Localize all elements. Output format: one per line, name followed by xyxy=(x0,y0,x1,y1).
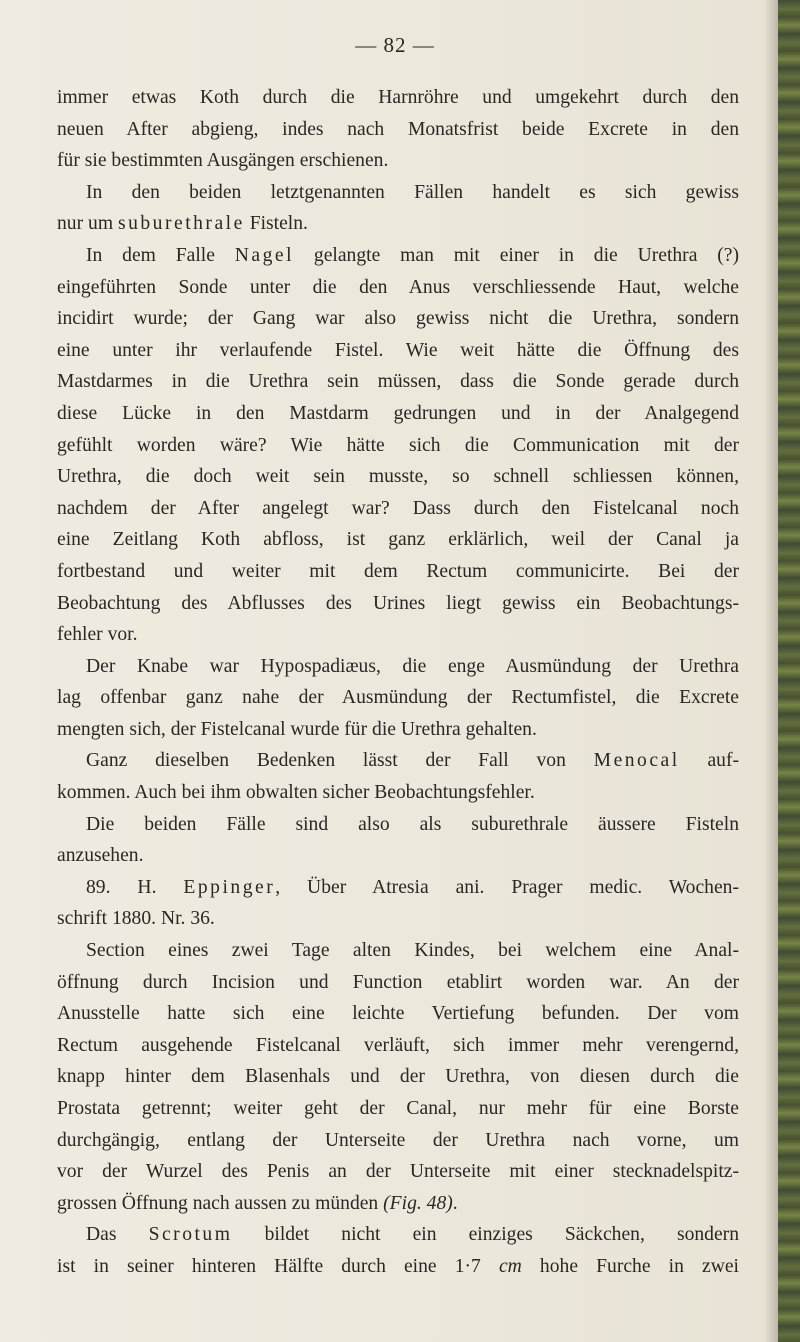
text-segment: Fisteln. xyxy=(244,213,308,235)
text-segment: anzusehen. xyxy=(57,845,144,867)
italic-text: (Fig. 48) xyxy=(383,1192,453,1214)
text-line xyxy=(57,208,739,240)
text-segment: durchgängig, entlang der Unterseite der Urethra nach vorne, um xyxy=(57,1129,739,1151)
text-line xyxy=(57,682,739,714)
text-line xyxy=(57,619,739,651)
text-line xyxy=(57,651,739,683)
text-segment: In den beiden letztgenannten Fällen handelt es sich gewiss xyxy=(86,181,739,203)
text-segment: Die beiden Fälle sind also als suburethrale äussere Fisteln xyxy=(86,813,739,835)
text-segment: fehler vor. xyxy=(57,624,138,646)
text-segment: Urethra, die doch weit sein musste, so schnell schliessen können, xyxy=(57,466,739,488)
text-segment: , Über Atresia ani. Prager medic. Wochen- xyxy=(275,876,739,898)
text-segment: . xyxy=(452,1192,458,1214)
text-segment: Prostata getrennt; weiter geht der Canal, nur mehr für eine Borste xyxy=(57,1098,739,1119)
text-segment: Mastdarmes in die Urethra sein müssen, dass die Sonde gerade durch xyxy=(57,371,739,393)
text-line xyxy=(57,967,739,999)
text-line xyxy=(57,461,739,493)
text-line xyxy=(57,145,739,177)
body-text xyxy=(57,82,739,1283)
text-segment: Beobachtung des Abflusses des Urines liegt gewiss ein Beobachtungs- xyxy=(57,592,739,614)
text-segment: vor der Wurzel des Penis an der Unterseite mit einer stecknadelspitz- xyxy=(57,1161,739,1183)
text-line xyxy=(57,935,739,967)
text-line xyxy=(57,272,739,304)
text-line xyxy=(57,82,739,114)
text-segment: knapp hinter dem Blasenhals und der Urethra, von diesen durch die xyxy=(57,1066,739,1088)
text-line xyxy=(57,1030,739,1062)
text-segment: In dem Falle xyxy=(86,244,235,266)
text-segment: diese Lücke in den Mastdarm gedrungen und in der Analgegend xyxy=(57,402,739,424)
text-line xyxy=(57,1061,739,1093)
text-segment: Ganz dieselben Bedenken lässt der Fall von xyxy=(86,750,594,772)
text-line xyxy=(57,998,739,1030)
text-line xyxy=(57,1219,739,1251)
text-line xyxy=(57,840,739,872)
text-line xyxy=(57,366,739,398)
text-line xyxy=(57,430,739,462)
text-segment: nachdem der After angelegt war? Dass durch den Fistelcanal noch xyxy=(57,497,739,519)
text-line xyxy=(57,1251,739,1283)
text-line xyxy=(57,556,739,588)
text-segment: ist in seiner hinteren Hälfte durch eine 1·7 xyxy=(57,1255,499,1277)
text-line xyxy=(57,1125,739,1157)
text-line xyxy=(57,1188,739,1220)
text-segment: Rectum ausgehende Fistelcanal verläuft, sich immer mehr verengernd, xyxy=(57,1034,739,1056)
text-line xyxy=(57,777,739,809)
text-segment: Anusstelle hatte sich eine leichte Vertiefung befunden. Der vom xyxy=(57,1003,739,1025)
text-line xyxy=(57,493,739,525)
text-line xyxy=(57,1093,739,1125)
text-line xyxy=(57,903,739,935)
text-segment: incidirt wurde; der Gang war also gewiss nicht die Urethra, sondern xyxy=(57,308,739,330)
text-segment: hohe Furche in zwei xyxy=(521,1255,739,1277)
text-line xyxy=(57,745,739,777)
text-line xyxy=(57,714,739,746)
text-segment: eine unter ihr verlaufende Fistel. Wie weit hätte die Öffnung des xyxy=(57,339,739,361)
text-segment: schrift 1880. Nr. 36. xyxy=(57,908,215,930)
spaced-name: Menocal xyxy=(593,750,680,772)
text-segment: Der Knabe war Hypospadiæus, die enge Ausmündung der Urethra xyxy=(86,655,739,677)
page-number: — 82 — xyxy=(355,33,435,57)
spaced-name: Scrotum xyxy=(148,1224,233,1246)
text-segment: Das xyxy=(86,1224,149,1246)
spaced-name: suburethrale xyxy=(117,213,245,235)
text-segment: öffnung durch Incision und Function etablirt worden war. An der xyxy=(57,971,739,993)
italic-text: cm xyxy=(498,1255,522,1277)
text-segment: fortbestand und weiter mit dem Rectum communicirte. Bei der xyxy=(57,560,739,582)
text-segment: grossen Öffnung nach aussen zu münden xyxy=(57,1192,384,1214)
page-edge-shadow xyxy=(764,0,778,1342)
text-segment: gelangte man mit einer in die Urethra (?) xyxy=(294,244,739,266)
text-line xyxy=(57,303,739,335)
text-segment: Section eines zwei Tage alten Kindes, bei welchem eine Anal- xyxy=(86,940,739,962)
text-line xyxy=(57,398,739,430)
text-segment: auf- xyxy=(679,750,739,772)
text-segment: für sie bestimmten Ausgängen erschienen. xyxy=(57,150,389,172)
text-segment: 89. H. xyxy=(86,876,184,898)
text-segment: gefühlt worden wäre? Wie hätte sich die Communication mit der xyxy=(57,434,739,456)
text-segment: immer etwas Koth durch die Harnröhre und umgekehrt durch den xyxy=(57,87,739,108)
text-segment: lag offenbar ganz nahe der Ausmündung der Rectumfistel, die Excrete xyxy=(57,687,739,709)
text-segment: neuen After abgieng, indes nach Monatsfrist beide Excrete in den xyxy=(57,118,739,140)
text-line xyxy=(57,524,739,556)
text-line xyxy=(57,872,739,904)
text-segment: eine Zeitlang Koth abfloss, ist ganz erklärlich, weil der Canal ja xyxy=(57,529,739,551)
text-line xyxy=(57,809,739,841)
text-line xyxy=(57,177,739,209)
page-edge-binding xyxy=(778,0,800,1342)
spaced-name: Eppinger xyxy=(183,876,276,898)
text-line xyxy=(57,1156,739,1188)
text-segment: nur um xyxy=(57,213,118,235)
text-segment: eingeführten Sonde unter die den Anus verschliessende Haut, welche xyxy=(57,276,739,298)
text-line xyxy=(57,114,739,146)
text-segment: mengten sich, der Fistelcanal wurde für die Urethra gehalten. xyxy=(57,718,537,740)
text-line xyxy=(57,335,739,367)
text-line xyxy=(57,240,739,272)
text-segment: kommen. Auch bei ihm obwalten sicher Beobachtungsfehler. xyxy=(57,782,535,804)
spaced-name: Nagel xyxy=(234,244,295,266)
text-line xyxy=(57,588,739,620)
text-segment: bildet nicht ein einziges Säckchen, sondern xyxy=(232,1224,739,1246)
